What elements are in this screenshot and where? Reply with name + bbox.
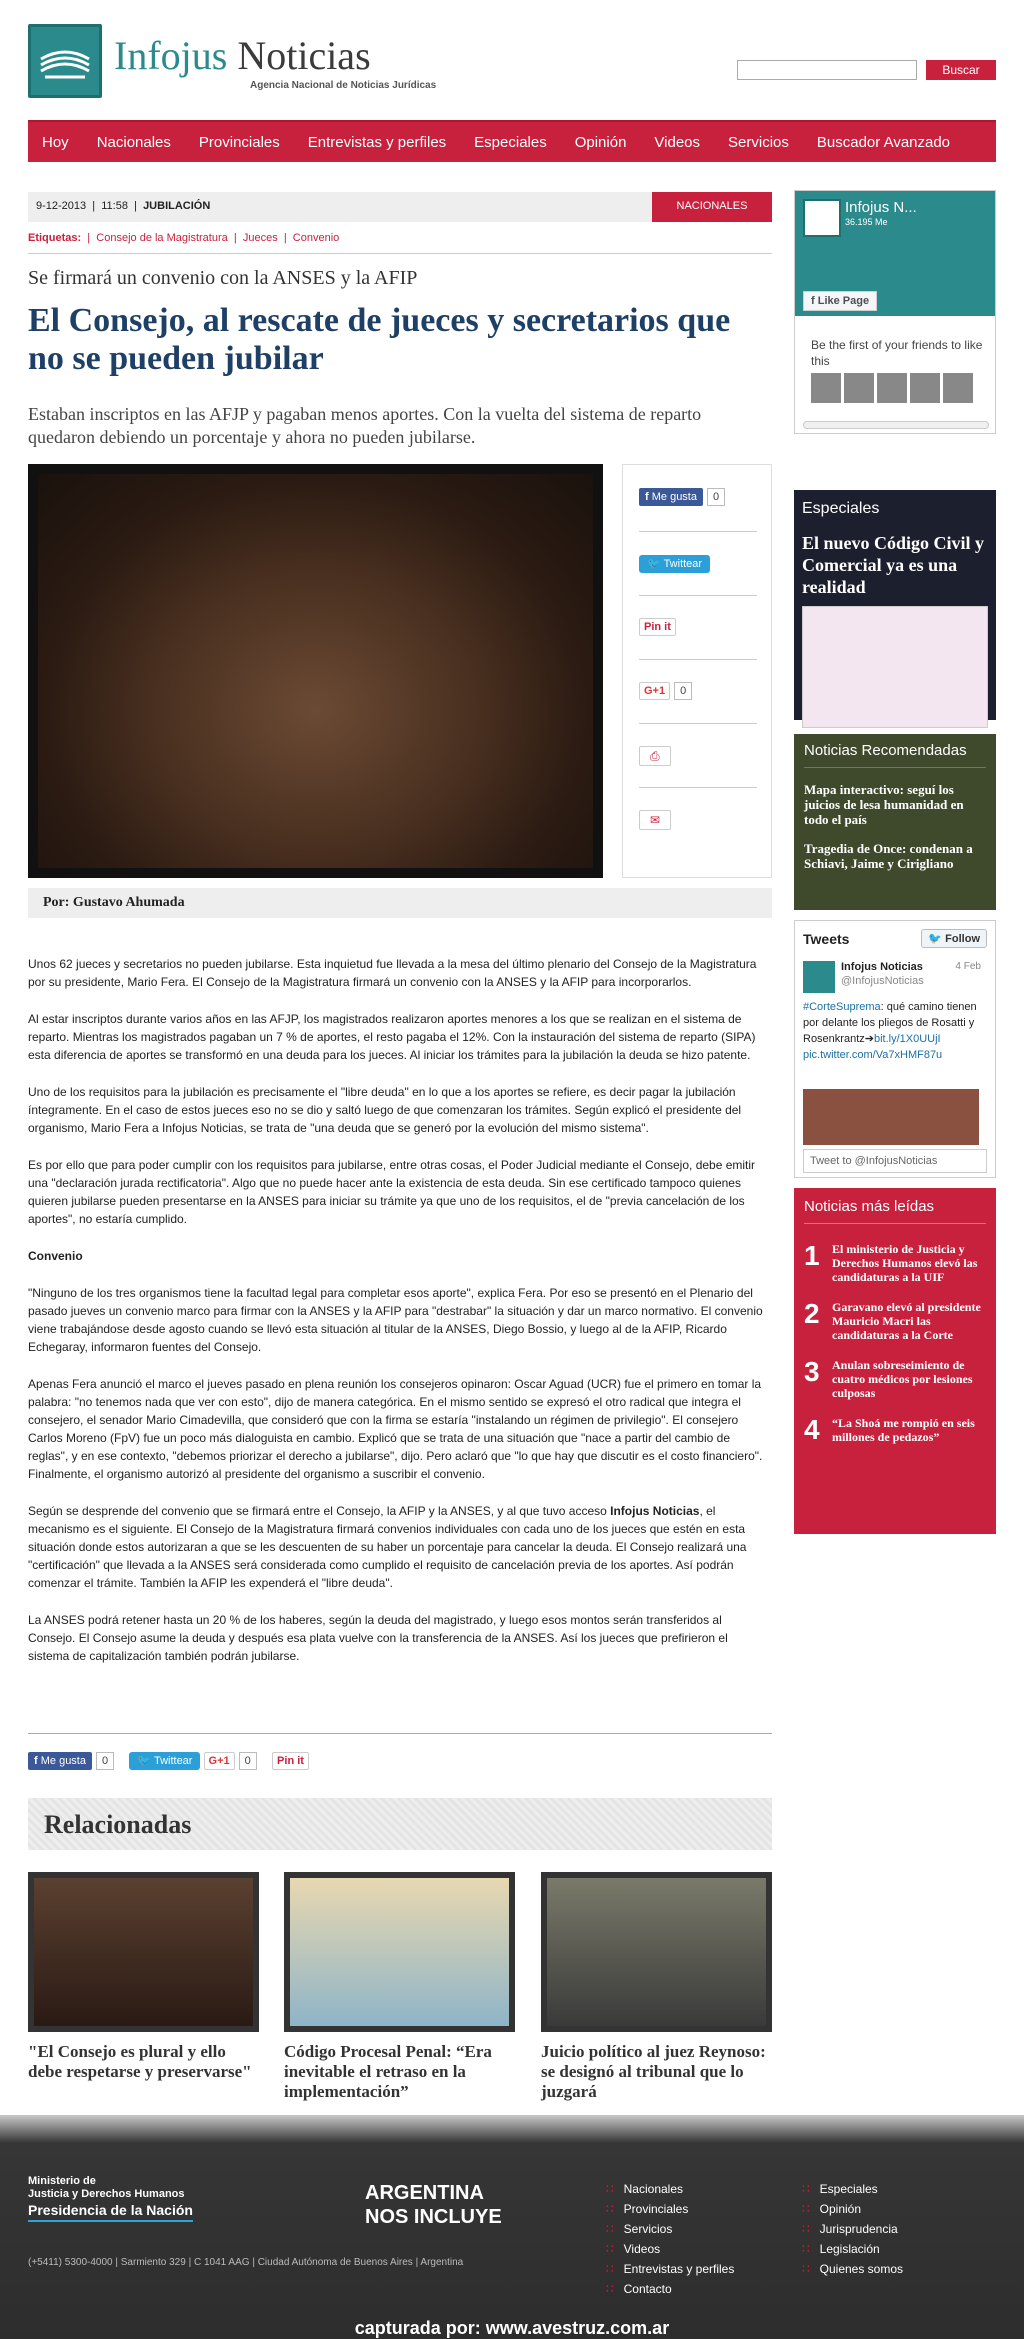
- tag-link[interactable]: Jueces: [242, 232, 278, 244]
- twitter-avatar: [803, 961, 835, 993]
- tweet-input[interactable]: Tweet to @InfojusNoticias: [803, 1149, 987, 1173]
- tweet-button[interactable]: 🐦 Twittear: [129, 1752, 200, 1770]
- facebook-icon: f: [811, 295, 815, 307]
- related-item[interactable]: Código Procesal Penal: “Era inevitable el retraso en la implementación”: [284, 1872, 515, 2102]
- twitter-widget: Tweets 🐦 Follow Infojus Noticias @InfojusNoticias 4 Feb #CorteSuprema: qué camino tienen por delante los pliegos de Rosatti y Rosenkrantz➔bit.ly/1X0UUjI pic.twitter.com/Va7xHMF87u Tweet to @InfojusNoticias: [794, 920, 996, 1178]
- most-read-box: Noticias más leídas 1 El ministerio de Justicia y Derechos Humanos elevó las candidaturas a la UIF 2 Garavano elevó al presidente Mauricio Macri las candidaturas a la Corte 3 Anulan sobreseimiento de cuatro médicos por lesiones culposas 4 “La Shoá me rompió en seis millones de pedazos”: [794, 1188, 996, 1534]
- related-header: Relacionadas: [28, 1798, 772, 1850]
- tweet-button[interactable]: 🐦 Twittear: [639, 555, 710, 573]
- tag-link[interactable]: Convenio: [292, 232, 340, 244]
- article-author: Por: Gustavo Ahumada: [28, 888, 772, 918]
- friend-faces: [811, 373, 973, 403]
- print-icon[interactable]: ⎙: [639, 746, 671, 766]
- nav-especiales[interactable]: Especiales: [474, 133, 547, 151]
- tweet-image: [803, 1089, 979, 1145]
- nav-nacionales[interactable]: Nacionales: [96, 133, 171, 151]
- gplus-button[interactable]: G+1: [204, 1752, 235, 1770]
- twitter-icon: 🐦: [928, 933, 943, 945]
- fb-like-button[interactable]: f Me gusta: [639, 488, 703, 506]
- divider: [28, 1733, 772, 1734]
- search-button[interactable]: Buscar: [926, 60, 996, 80]
- most-read-item[interactable]: 2 Garavano elevó al presidente Mauricio Macri las candidaturas a la Corte: [804, 1298, 981, 1342]
- footer: Ministerio de Justicia y Derechos Humanos Presidencia de la Nación ARGENTINA NOS INCLUYE (+5411) 5300-4000 | Sarmiento 329 | C 1041 AAG | Ciudad Autónoma de Buenos Aires | Argentina ∷ Nacionales ∷ Provinciales ∷ Servicios ∷ Videos ∷ Entrevistas y perfiles ∷ Contacto ∷ Especiales ∷ Opinión ∷ Jurisprudencia ∷ Legislación ∷ Quienes somos: [0, 2115, 1024, 2339]
- nav-provinciales[interactable]: Provinciales: [198, 133, 280, 151]
- most-read-item[interactable]: 3 Anulan sobreseimiento de cuatro médicos por lesiones culposas: [804, 1356, 973, 1400]
- article-date: 9-12-2013 | 11:58 | JUBILACIÓN: [36, 200, 211, 212]
- scrollbar[interactable]: [803, 421, 989, 429]
- especiales-image: [802, 606, 988, 728]
- ministry-logo: Ministerio de Justicia y Derechos Humanos: [28, 2175, 185, 2200]
- footer-links-1: ∷ Nacionales ∷ Provinciales ∷ Servicios ∷ Videos ∷ Entrevistas y perfiles ∷ Contacto: [606, 2179, 734, 2299]
- article-meta-bar: [28, 192, 772, 222]
- capture-caption: capturada por: www.avestruz.com.ar: [354, 2318, 670, 2338]
- like-count: 0: [707, 488, 725, 506]
- nav-opinion[interactable]: Opinión: [574, 133, 627, 151]
- pinit-button[interactable]: Pin it: [639, 618, 676, 636]
- related-item[interactable]: "El Consejo es plural y ello debe respetarse y preservarse": [28, 1872, 259, 2082]
- especiales-box[interactable]: Especiales El nuevo Código Civil y Comercial ya es una realidad: [794, 490, 996, 720]
- recommended-box: Noticias Recomendadas Mapa interactivo: seguí los juicios de lesa humanidad en todo el país Tragedia de Once: condenan a Schiavi, Jaime y Cirigliano: [794, 734, 996, 910]
- article-kicker: Se firmará un convenio con la ANSES y la AFIP: [28, 267, 418, 289]
- nav-hoy[interactable]: Hoy: [42, 133, 69, 151]
- section-badge[interactable]: NACIONALES: [652, 192, 772, 222]
- divider: [28, 253, 772, 254]
- facebook-widget: Infojus N... 36.195 Me f Like Page Be the first of your friends to like this: [794, 190, 996, 434]
- search-input[interactable]: [737, 60, 917, 80]
- gplus-button[interactable]: G+1: [639, 682, 670, 700]
- footer-address: (+5411) 5300-4000 | Sarmiento 329 | C 1041 AAG | Ciudad Autónoma de Buenos Aires | Argentina: [28, 2257, 464, 2268]
- most-read-item[interactable]: 1 El ministerio de Justicia y Derechos Humanos elevó las candidaturas a la UIF: [804, 1240, 978, 1284]
- share-panel: [622, 464, 772, 878]
- twitter-follow-button[interactable]: 🐦 Follow: [921, 929, 987, 948]
- main-nav: [28, 120, 996, 162]
- article-body: Unos 62 jueces y secretarios no pueden jubilarse. Esta inquietud fue llevada a la mesa del último plenario del Consejo de la Magistratura por su presidente, Mario Fera. El Consejo de la Magistratura firmará un convenio con la ANSES y la AFIP para incorporarlos. Al estar inscriptos durante varios años en las AFJP, los magistrados realizaron aportes menores a los que se realizan en el sistema de reparto. Mientras los magistrados pagaban un 7 % de aportes, el resto pagaba el 12%. Con la instauración del sistema de reparto (SIPA) esta diferencia de aportes se transformó en una deuda para los jueces. Al iniciar los trámites para la jubilación la deuda se hizo patente. Uno de los requisitos para la jubilación es precisamente el "libre deuda" en lo que a los aportes se refiere, es decir pagar la jubilación íntegramente. En el caso de estos jueces eso no se dio y saltó luego de que comenzaran los trámites. Según explicó el presidente del organismo, Mario Fera a Infojus Noticias, se trata de "una deuda que se generó por la evolución del mismo sistema". Es por ello que para poder cumplir con los requisitos para jubilarse, entre otras cosas, el Poder Judicial mediante el Consejo, debe emitir una "declaración jurada rectificatoria". Algo que no puede hacer ante la existencia de esta deuda. Sin ese certificado tampoco quienes quieren jubilarse pueden presentarse en la ANSES para iniciar su trámite ya que uno de los requisitos, el de "previa cancelación de los aportes", no estaría cumplido. Convenio "Ninguno de los tres organismos tiene la facultad legal para completar esos aporte", explica Fera. Por eso se presentó en el Plenario del pasado jueves un convenio marco para firmar con la ANSES y la AFIP para "destrabar" la situación y dar un marco normativo. El convenio viene trabajándose desde agosto cuando se llevó esta situación al titular de la ANSES, Diego Bossio, y luego al de la AFIP, Ricardo Echegaray, informaron fuentes del Consejo. Apenas Fera anunció el marco el jueves pasado en plena reunión los consejeros opinaron: Oscar Aguad (UCR) fue el primero en tomar la palabra: "no tenemos nada que ver con esto", dijo de manera categórica. En el mismo sentido se expresó el otro radical que integra el consejero, el senador Mario Cimadevilla, que consideró que con la firma se estaría "instalando un régimen de privilegio". El consejero Carlos Moreno (FpV) fue un poco más dialoguista en cambio. Explicó que se trata de una situación que "nace a partir del cambio de reglas", y en ese contexto, "debemos priorizar el derecho a jubilarse", dijo. Pero aclaró que "lo que hay que discutir es el costo financiero". Finalmente, el organismo autorizó al presidente del organismo a suscribir el convenio. Según se desprende del convenio que se firmará entre el Consejo, la AFIP y la ANSES, y al que tuvo acceso Infojus Noticias, el mecanismo es el siguiente. El Consejo de la Magistratura firmará convenios individuales con cada uno de los jueces que estén en esta situación donde estos autorizaran a que se les descuenten de su haber un porcentaje para cancelar la deuda. El Consejo realizará una "certificación" que llevada a la ANSES será considerada como cumplido el requisito de cancelación previa de los aportes. Así podrán comenzar el trámite. También la AFIP les expenderá el "libre deuda". La ANSES podrá retener hasta un 20 % de los haberes, según la deuda del magistrado, y luego esos montos serán transferidos al Consejo. El Consejo asume la deuda y después esa plata vuelve con la transferencia de la ANSES. Así los jueces que prefirieron el sistema de capitalización también podrán jubilarse.: [28, 955, 772, 1684]
- nav-buscador[interactable]: Buscador Avanzado: [816, 133, 951, 151]
- argentina-logo: ARGENTINA NOS INCLUYE: [365, 2182, 502, 2228]
- tag-link[interactable]: Consejo de la Magistratura: [96, 232, 228, 244]
- recommended-link[interactable]: Mapa interactivo: seguí los juicios de lesa humanidad en todo el país: [804, 782, 964, 827]
- nav-entrevistas[interactable]: Entrevistas y perfiles: [307, 133, 447, 151]
- logo-subtitle: Agencia Nacional de Noticias Jurídicas: [250, 80, 437, 91]
- page-avatar: [803, 199, 841, 237]
- related-item[interactable]: Juicio político al juez Reynoso: se designó al tribunal que lo juzgará: [541, 1872, 772, 2102]
- tags-row: Etiquetas: | Consejo de la Magistratura | Jueces | Convenio: [28, 232, 340, 244]
- article-photo: [28, 464, 603, 878]
- share-bar-bottom: f Me gusta 0 🐦 Twittear G+1 0 Pin it: [28, 1754, 309, 1767]
- recommended-link[interactable]: Tragedia de Once: condenan a Schiavi, Jaime y Cirigliano: [804, 841, 973, 871]
- gplus-count: 0: [674, 682, 692, 700]
- pinit-button[interactable]: Pin it: [272, 1752, 309, 1770]
- logo-title: Infojus Noticias: [114, 33, 371, 78]
- nav-videos[interactable]: Videos: [654, 133, 701, 151]
- tweet-text: #CorteSuprema: qué camino tienen por delante los pliegos de Rosatti y Rosenkrantz➔bit.ly/1X0UUjI pic.twitter.com/Va7xHMF87u: [803, 1001, 977, 1061]
- article-lead: Estaban inscriptos en las AFJP y pagaban menos aportes. Con la vuelta del sistema de reparto quedaron debiendo un porcentaje y ahora no pueden jubilarse.: [28, 404, 702, 447]
- footer-links-2: ∷ Especiales ∷ Opinión ∷ Jurisprudencia ∷ Legislación ∷ Quienes somos: [802, 2179, 903, 2279]
- article-title: El Consejo, al rescate de jueces y secretarios que no se pueden jubilar: [28, 302, 731, 377]
- most-read-item[interactable]: 4 “La Shoá me rompió en seis millones de pedazos”: [804, 1414, 975, 1445]
- site-logo[interactable]: [28, 24, 437, 98]
- article-subheading: Convenio: [28, 1249, 83, 1263]
- book-logo-icon: [28, 24, 102, 98]
- nav-servicios[interactable]: Servicios: [728, 133, 789, 151]
- fb-like-page-button[interactable]: f Like Page: [803, 291, 877, 311]
- email-icon[interactable]: ✉: [639, 810, 671, 830]
- fb-like-button[interactable]: f Me gusta: [28, 1752, 92, 1770]
